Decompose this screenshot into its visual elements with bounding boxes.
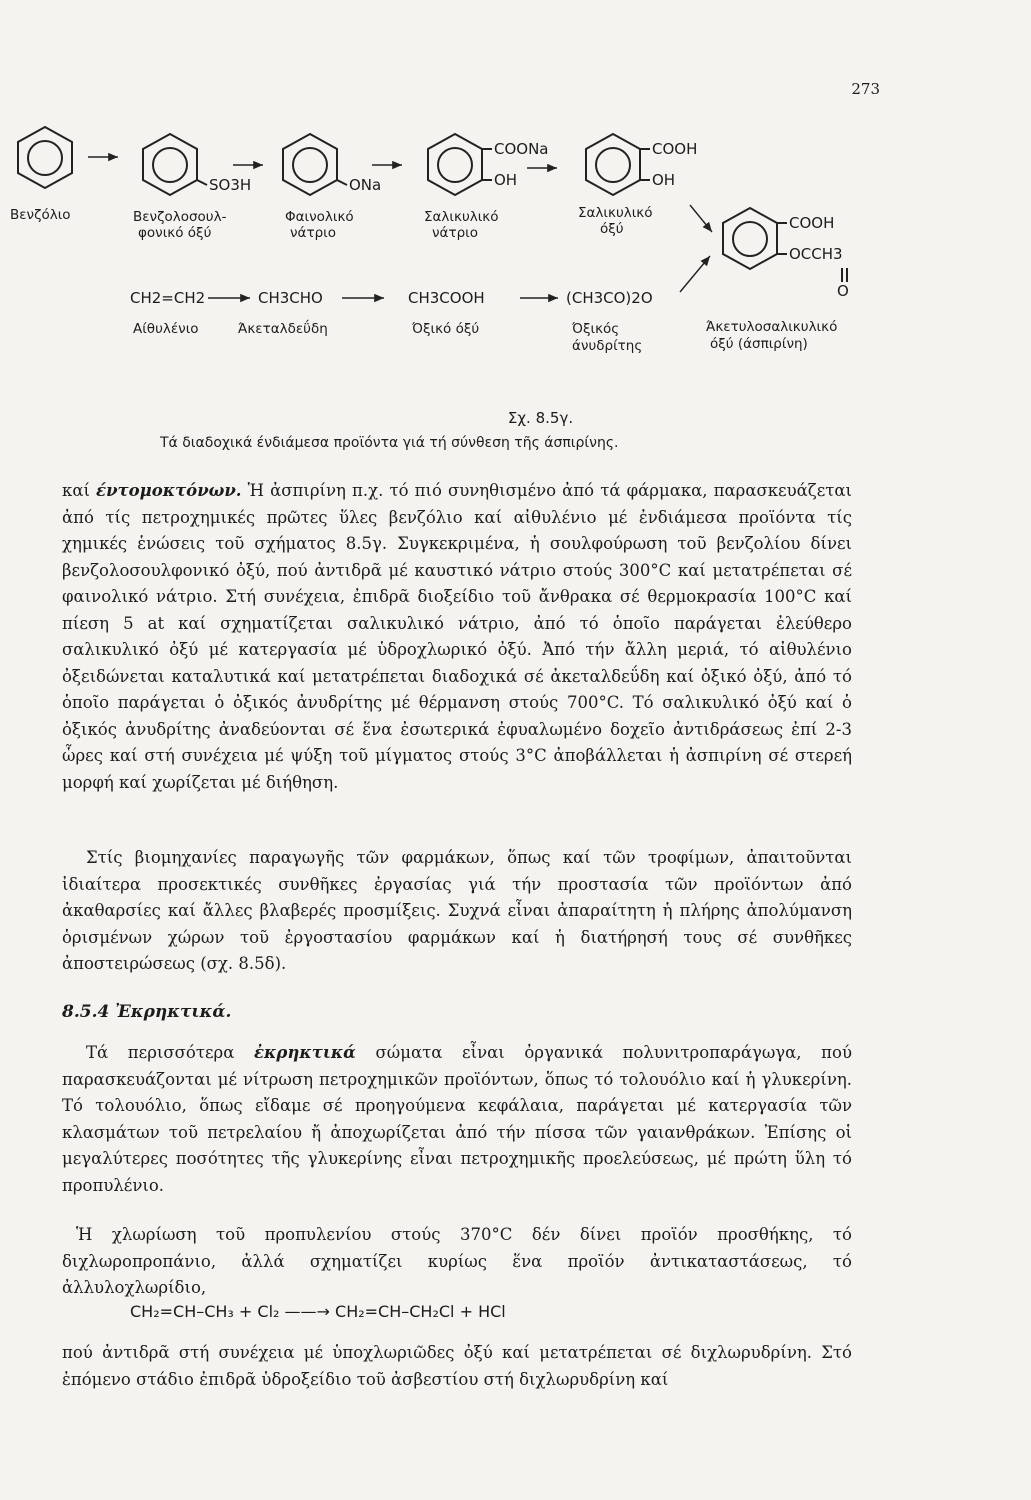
anhydride-name-1: Όξικός xyxy=(572,321,620,337)
page-number: 273 xyxy=(851,80,880,98)
chlorination-equation: CH₂=CH–CH₃ + Cl₂ ——→ CH₂=CH–CH₂Cl + HCl xyxy=(130,1302,506,1321)
phenoxide-group: ONa xyxy=(349,176,382,194)
benzenesulfonic-ring xyxy=(143,134,197,195)
salicylate-name-1: Σαλικυλικό xyxy=(424,209,499,225)
paragraph-1-lead: καί xyxy=(62,481,90,500)
salicylate-group-2: OH xyxy=(494,171,518,189)
paragraph-3 xyxy=(62,1040,852,1199)
arrow-6 xyxy=(680,256,710,292)
paragraph-3-lead: Τά περισσότερα xyxy=(86,1043,254,1062)
paragraph-3-text: σώματα εἶναι ὀργανικά πολυνιτροπαράγωγα, πού παρασκευάζονται μέ νίτρωση πετροχημικῶν προϊόντων, ὅπως τό τολουόλιο καί ἡ γλυκερίνη. Τό τολουόλιο, ὅπως εἴδαμε σέ προηγούμενα κεφάλαια, παράγεται μέ κατεργασία τῶν κλασμάτων τοῦ πετρελαίου ἤ ἀποχωρίζεται ἀπό τήν πίσσα τῶν γαιανθράκων. Ἐπίσης οἱ μεγαλύτερες ποσότητες τῆς γλυκερίνης εἶναι πετροχημικῆς προελεύσεως, μέ πρώτη ὕλη τό προπυλένιο. xyxy=(62,1043,852,1195)
salicylic-group-1: COOH xyxy=(652,140,698,158)
phenoxide-name-2: νάτριο xyxy=(290,225,336,241)
acetic-formula: CH3COOH xyxy=(408,289,485,307)
benzene-ring xyxy=(18,127,72,188)
aspirin-group-3: O xyxy=(837,282,849,300)
arrow-5 xyxy=(690,205,712,232)
paragraph-5: πού ἀντιδρᾶ στή συνέχεια μέ ὑποχλωριῶδες ὀξύ καί μετατρέπεται σέ διχλωρυδρίνη. Στό ἑπόμενο στάδιο ἐπιδρᾶ ὑδροξείδιο τοῦ ἀσβεστίου στή διχλωρυδρίνη καί xyxy=(62,1343,852,1389)
paragraph-1 xyxy=(62,478,852,796)
paragraph-1-emphasis: έντομοκτόνων. xyxy=(96,481,242,500)
paragraph-1-text: Ἡ ἀσπιρίνη π.χ. τό πιό συνηθισμένο ἀπό τά φάρμακα, παρασκευάζεται ἀπό τίς πετροχημικές πρῶτες ὕλες βενζόλιο καί αἰθυλένιο μέ ἐνδιάμεσα προϊόντα τίς χημικές ἑνώσεις τοῦ σχήματος 8.5γ. Συγκεκριμένα, ἡ σουλφούρωση τοῦ βενζολίου δίνει βενζολοσουλφονικό ὀξύ, πού ἀντιδρᾶ μέ καυστικό νάτριο στούς 300°C καί μετατρέπεται σέ φαινολικό νάτριο. Στή συνέχεια, ἐπιδρᾶ διοξείδιο τοῦ ἄνθρακα σέ θερμοκρασία 100°C καί πίεση 5 at καί σχηματίζεται σαλικυλικό νάτριο, ἀπό τό ὁποῖο παράγεται ἐλεύθερο σαλικυλικό ὀξύ μέ κατεργασία μέ ὑδροχλωρικό ὀξύ. Ἀπό τήν ἄλλη μεριά, τό αἰθυλένιο ὀξειδώνεται καταλυτικά καί μετατρέπεται διαδοχικά σέ ἀκεταλδεΰδη καί ὀξικό ὀξύ, ἀπό τό ὁποῖο παράγεται ὁ ὀξικός ἀνυδρίτης μέ θέρμανση στούς 700°C. Τό σαλικυλικό ὀξύ καί ὁ ὀξικός ἀνυδρίτης ἀναδεύονται σέ ἕνα ἐσωτερικά ἐφυαλωμένο δοχεῖο ἀντιδράσεως ἐπί 2-3 ὧρες καί στή συνέχεια μέ ψύξη τοῦ μίγματος στούς 3°C ἀποβάλλεται ἡ ἀσπιρίνη σέ στερεή μορφή καί χωρίζεται μέ διήθηση. xyxy=(62,481,852,792)
paragraph-3-emphasis: ἐκρηκτικά xyxy=(254,1043,356,1062)
figure-caption: Τά διαδοχικά ένδιάμεσα προϊόντα γιά τή σύνθεση τῆς άσπιρίνης. xyxy=(160,435,619,451)
aspirin-group-2: OCCH3 xyxy=(789,245,843,263)
aspirin-name-2: όξύ (άσπιρίνη) xyxy=(710,336,808,352)
section-heading: 8.5.4 Ἐκρηκτικά. xyxy=(62,1002,232,1022)
salicylic-ring xyxy=(586,134,640,195)
sulfonic-group: SO3H xyxy=(209,176,252,194)
ethylene-formula: CH2=CH2 xyxy=(130,289,206,307)
salicylate-ring xyxy=(428,134,482,195)
benzenesulfonic-name-2: φονικό όξύ xyxy=(138,225,212,241)
aspirin-group-1: COOH xyxy=(789,214,835,232)
acetic-name: Όξικό όξύ xyxy=(412,321,480,337)
phenoxide-name-1: Φαινολικό xyxy=(285,209,354,225)
benzenesulfonic-name-1: Βενζολοσουλ- xyxy=(133,209,227,225)
benzene-name: Βενζόλιο xyxy=(10,207,71,223)
salicylate-group-1: COONa xyxy=(494,140,549,158)
anhydride-formula: (CH3CO)2O xyxy=(566,289,653,307)
acetaldehyde-formula: CH3CHO xyxy=(258,289,323,307)
salicylic-name-1: Σαλικυλικό xyxy=(578,205,653,221)
figure-number: Σχ. 8.5γ. xyxy=(507,409,574,427)
salicylic-name-2: όξύ xyxy=(600,221,624,237)
salicylate-name-2: νάτριο xyxy=(432,225,478,241)
acetaldehyde-name: Άκεταλδεΰδη xyxy=(238,321,328,337)
ethylene-name: Αίθυλένιο xyxy=(133,321,199,337)
anhydride-name-2: άνυδρίτης xyxy=(572,338,643,354)
aspirin-name-1: Άκετυλοσαλικυλικό xyxy=(706,319,838,335)
paragraph-4: Ἡ χλωρίωση τοῦ προπυλενίου στούς 370°C δέν δίνει προϊόν προσθήκης, τό διχλωροπροπάνιο, ἀλλά σχηματίζει κυρίως ἕνα προϊόν ἀντικαταστάσεως, τό ἀλλυλοχλωρίδιο, xyxy=(62,1225,852,1297)
salicylic-group-2: OH xyxy=(652,171,676,189)
phenoxide-ring xyxy=(283,134,337,195)
aspirin-ring xyxy=(723,208,777,269)
paragraph-2: Στίς βιομηχανίες παραγωγῆς τῶν φαρμάκων, ὅπως καί τῶν τροφίμων, ἀπαιτοῦνται ἰδιαίτερα προσεκτικές συνθῆκες ἐργασίας γιά τήν προστασία τῶν προϊόντων ἀπό ἀκαθαρσίες καί ἄλλες βλαβερές προσμίξεις. Συχνά εἶναι ἀπαραίτητη ἡ πλήρης ἀπολύμανση ὁρισμένων χώρων τοῦ ἐργοστασίου φαρμάκων καί ἡ διατήρησή τους σέ συνθῆκες ἀποστειρώσεως (σχ. 8.5δ). xyxy=(62,848,852,973)
reaction-scheme xyxy=(0,0,1031,470)
